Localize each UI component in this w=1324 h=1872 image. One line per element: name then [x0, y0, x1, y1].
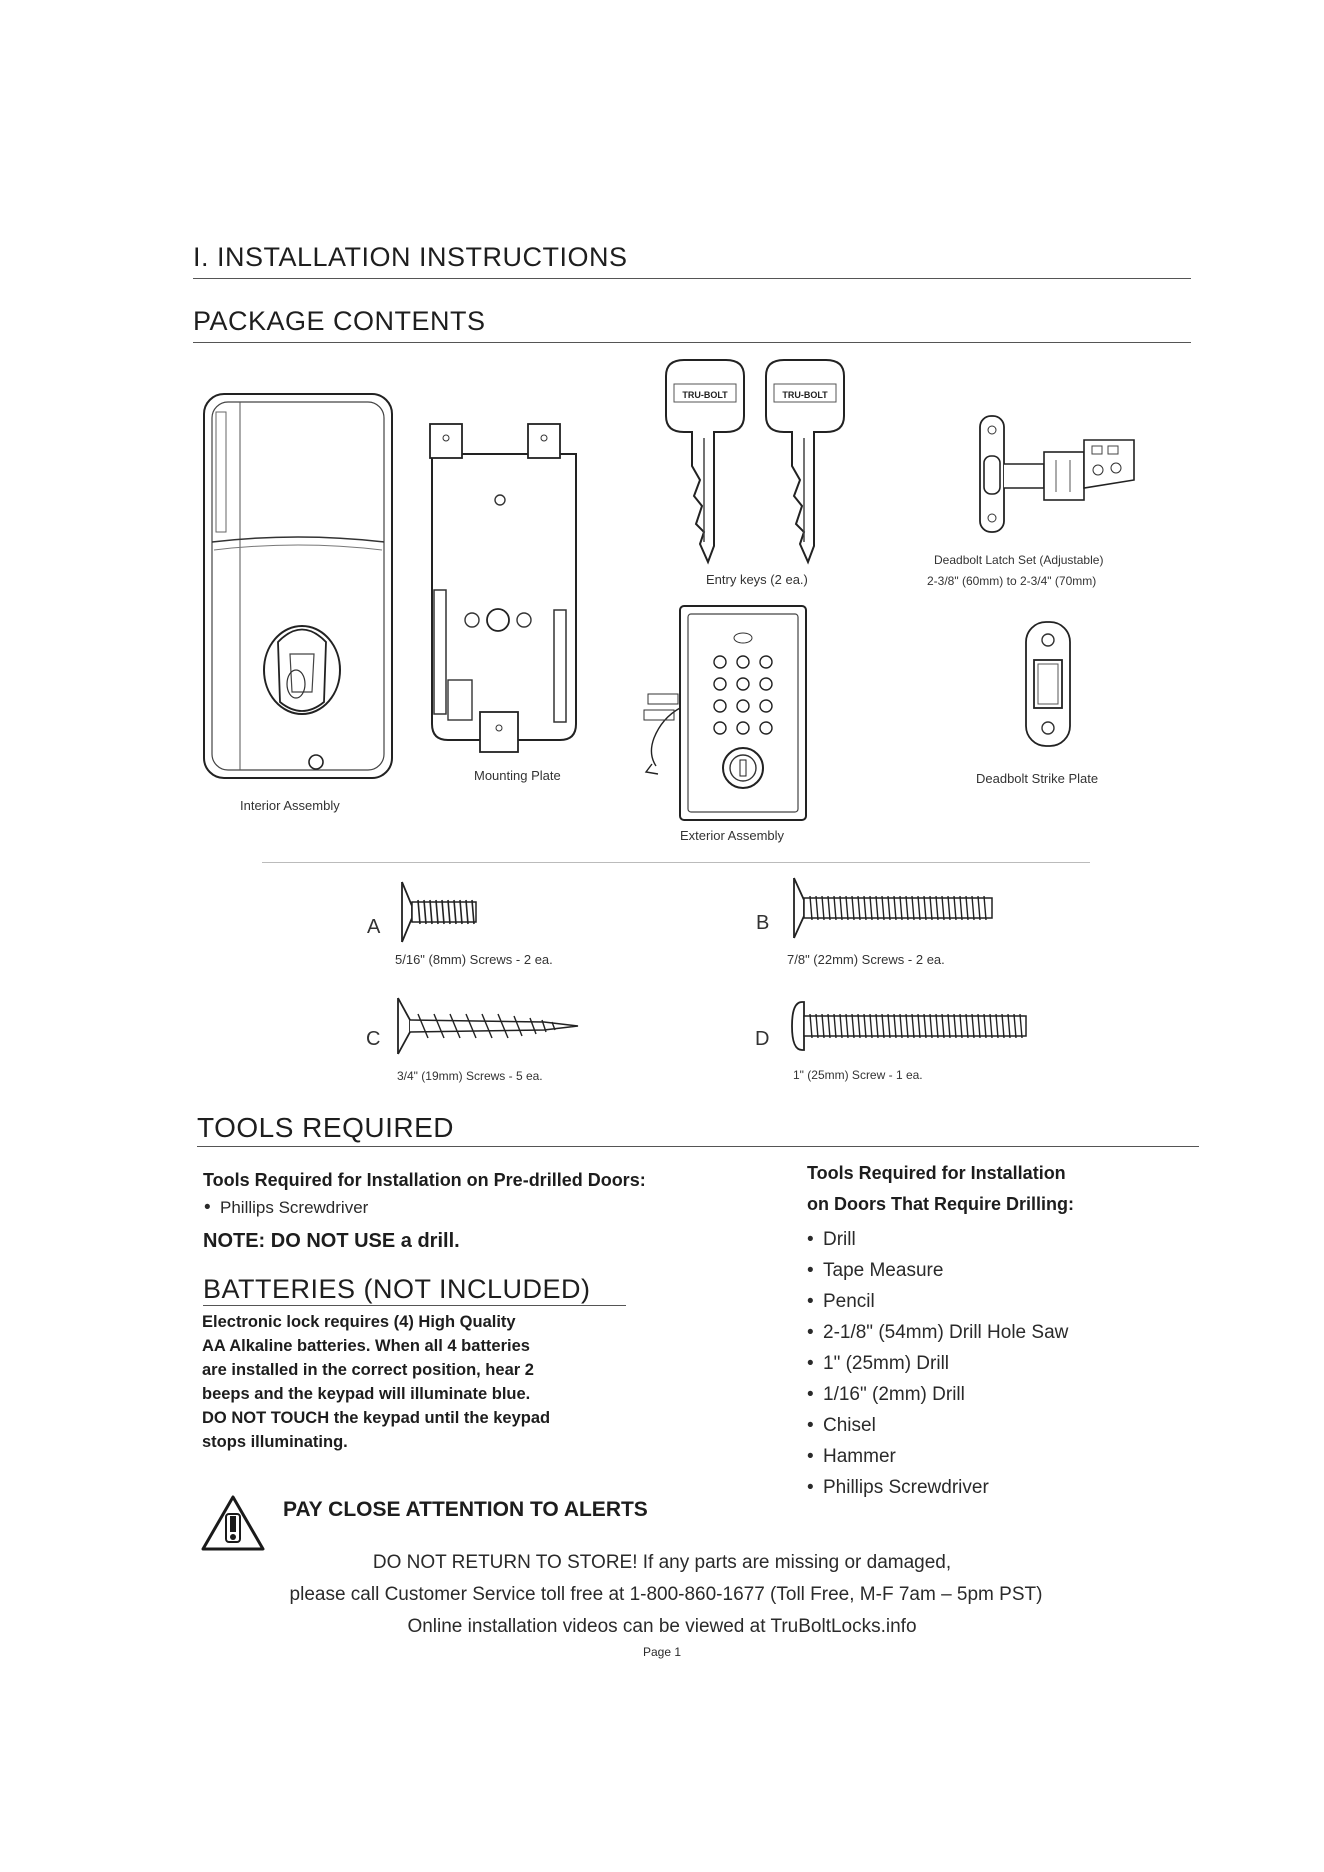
footer-videos: Online installation videos can be viewed at TruBoltLocks.info: [407, 1616, 917, 1637]
interior-assembly-caption: Interior Assembly: [240, 798, 340, 813]
batteries-line: beeps and the keypad will illuminate blue.: [202, 1385, 531, 1403]
predrilled-note: NOTE: DO NOT USE a drill.: [203, 1230, 460, 1252]
screw-a-label: 5/16" (8mm) Screws - 2 ea.: [395, 952, 553, 967]
main-heading: I. INSTALLATION INSTRUCTIONS: [193, 242, 628, 272]
deadbolt-latch-caption-2: 2-3/8" (60mm) to 2-3/4" (70mm): [927, 574, 1097, 588]
drilling-tools-list: [807, 1224, 1068, 1503]
batteries-line: Electronic lock requires (4) High Quality: [202, 1313, 516, 1331]
drilling-tool-item: • 2-1/8" (54mm) Drill Hole Saw: [807, 1322, 1069, 1343]
mounting-plate-illustration: [424, 424, 584, 746]
entry-keys-illustration: [656, 356, 856, 566]
key-brand-label-2: TRU-BOLT: [782, 390, 828, 400]
batteries-heading-underline: [203, 1305, 626, 1306]
package-separator: [262, 862, 1090, 863]
drilling-tool-item: • 1/16" (2mm) Drill: [807, 1384, 965, 1405]
batteries-line: are installed in the correct position, hear 2: [202, 1361, 534, 1379]
warning-icon: [200, 1494, 266, 1552]
predrilled-tool-label: Phillips Screwdriver: [220, 1198, 369, 1217]
deadbolt-latch-caption-1: Deadbolt Latch Set (Adjustable): [934, 553, 1104, 567]
screw-a-letter: A: [367, 916, 381, 938]
drilling-tools-title-2: on Doors That Require Drilling:: [807, 1194, 1075, 1214]
screw-d-label: 1" (25mm) Screw - 1 ea.: [793, 1068, 923, 1082]
drilling-tool-item: • Pencil: [807, 1291, 875, 1312]
screw-b-illustration: [790, 876, 996, 940]
predrilled-tools-title: Tools Required for Installation on Pre-drilled Doors:: [203, 1170, 646, 1190]
batteries-line: AA Alkaline batteries. When all 4 batteries: [202, 1337, 530, 1355]
drilling-tool-item: • Chisel: [807, 1415, 876, 1436]
deadbolt-strike-plate-caption: Deadbolt Strike Plate: [976, 771, 1099, 786]
screw-d-illustration: [790, 1000, 1030, 1052]
drilling-tool-label: Pencil: [823, 1291, 875, 1312]
interior-assembly-illustration: [198, 392, 398, 784]
drilling-tool-label: Chisel: [823, 1415, 876, 1436]
alert-text: PAY CLOSE ATTENTION TO ALERTS: [283, 1498, 648, 1521]
predrilled-tool-item: • Phillips Screwdriver: [204, 1197, 369, 1218]
drilling-tools-title-1: Tools Required for Installation: [807, 1163, 1066, 1183]
drilling-tool-item: • Drill: [807, 1229, 856, 1250]
tools-required-heading: TOOLS REQUIRED: [197, 1112, 454, 1143]
main-heading-rule: [193, 278, 1191, 279]
drilling-tool-label: 2-1/8" (54mm) Drill Hole Saw: [823, 1322, 1069, 1343]
deadbolt-latch-illustration: [974, 412, 1144, 536]
drilling-tool-item: • 1" (25mm) Drill: [807, 1353, 950, 1374]
screw-c-illustration: [394, 996, 580, 1056]
page-number: Page 1: [642, 1645, 682, 1659]
drilling-tool-label: Drill: [823, 1229, 856, 1250]
key-brand-label-1: TRU-BOLT: [682, 390, 728, 400]
screw-b-letter: B: [756, 912, 770, 934]
package-contents-heading: PACKAGE CONTENTS: [193, 306, 486, 336]
package-contents-rule: [193, 342, 1191, 343]
batteries-line: DO NOT TOUCH the keypad until the keypad: [202, 1409, 551, 1427]
batteries-heading: BATTERIES (NOT INCLUDED): [203, 1274, 591, 1304]
drilling-tool-label: 1" (25mm) Drill: [823, 1353, 950, 1374]
drilling-tool-item: • Hammer: [807, 1446, 896, 1467]
footer-return-notice: DO NOT RETURN TO STORE! If any parts are missing or damaged,: [372, 1552, 952, 1573]
screw-d-letter: D: [755, 1028, 770, 1050]
exterior-assembly-illustration: [640, 598, 810, 824]
screw-a-illustration: [398, 880, 480, 944]
exterior-assembly-caption: Exterior Assembly: [680, 828, 785, 843]
screw-c-label: 3/4" (19mm) Screws - 5 ea.: [397, 1069, 543, 1083]
predrilled-tools-list: [204, 1197, 368, 1219]
drilling-tool-label: 1/16" (2mm) Drill: [823, 1384, 965, 1405]
footer-customer-service: please call Customer Service toll free at 1-800-860-1677 (Toll Free, M-F 7am – 5pm PST): [289, 1584, 1043, 1605]
screw-c-letter: C: [366, 1028, 381, 1050]
screw-b-label: 7/8" (22mm) Screws - 2 ea.: [787, 952, 945, 967]
drilling-tool-label: Phillips Screwdriver: [823, 1477, 989, 1498]
batteries-line: stops illuminating.: [202, 1433, 348, 1451]
drilling-tool-label: Hammer: [823, 1446, 896, 1467]
entry-keys-caption: Entry keys (2 ea.): [706, 572, 808, 587]
tools-required-rule: [197, 1146, 1199, 1147]
mounting-plate-caption: Mounting Plate: [474, 768, 561, 783]
drilling-tool-item: • Phillips Screwdriver: [807, 1477, 989, 1498]
drilling-tool-label: Tape Measure: [823, 1260, 944, 1281]
deadbolt-strike-plate-illustration: [1022, 620, 1074, 748]
batteries-text: [202, 1310, 672, 1454]
drilling-tool-item: • Tape Measure: [807, 1260, 944, 1281]
